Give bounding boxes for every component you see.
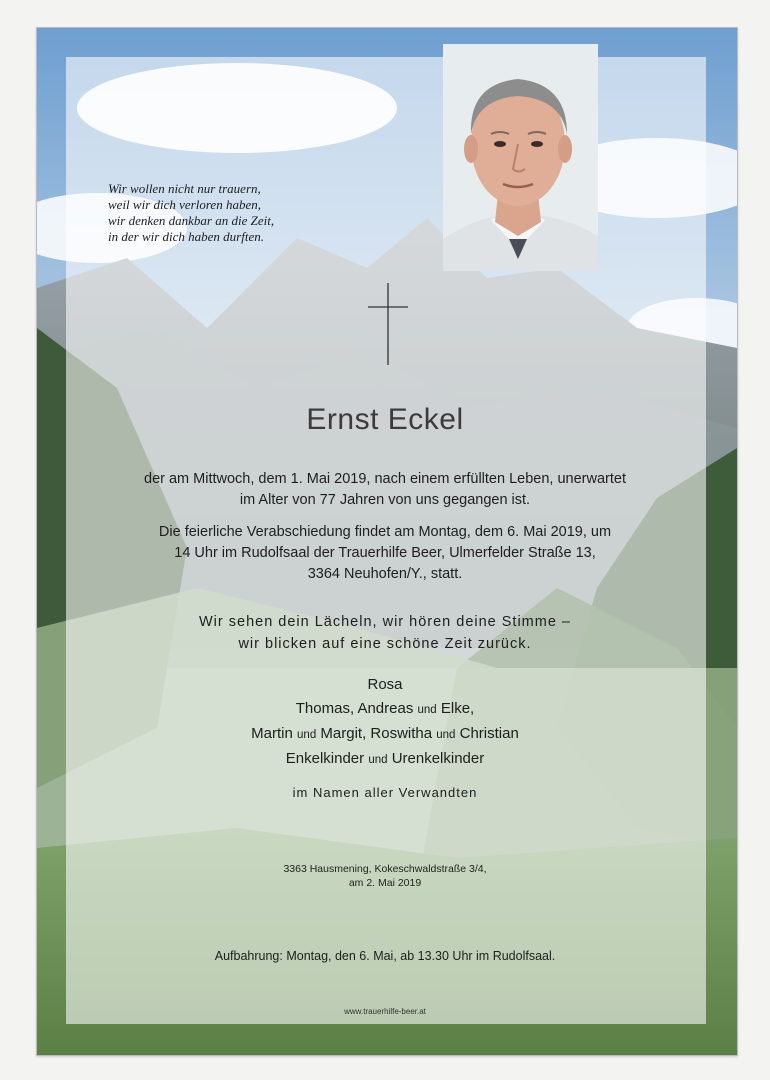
farewell-line: 14 Uhr im Rudolfsaal der Trauerhilfe Beer, Ulmerfelder Straße 13, bbox=[174, 545, 596, 561]
portrait-image bbox=[443, 44, 598, 271]
quote-line: Wir sehen dein Lächeln, wir hören deine Stimme – bbox=[199, 614, 571, 630]
family-line-2 bbox=[0, 697, 770, 722]
address-line: 3363 Hausmening, Kokeschwaldstraße 3/4, bbox=[283, 863, 487, 875]
family-name: Enkelkinder bbox=[285, 750, 365, 767]
quote-line: wir blicken auf eine schöne Zeit zurück. bbox=[238, 636, 532, 652]
conjunction: und bbox=[417, 704, 437, 716]
death-notice-line: im Alter von 77 Jahren von uns gegangen ist. bbox=[239, 492, 531, 508]
family-name: Martin bbox=[251, 725, 293, 742]
conjunction: und bbox=[368, 754, 388, 766]
family-name: Rosa bbox=[367, 676, 403, 693]
family-line-4 bbox=[0, 747, 770, 772]
family-name: Thomas, Andreas bbox=[295, 700, 414, 717]
farewell-line: 3364 Neuhofen/Y., statt. bbox=[307, 566, 463, 582]
conjunction: und bbox=[436, 729, 456, 741]
death-notice bbox=[0, 469, 770, 511]
deceased-name: Ernst Eckel bbox=[306, 403, 464, 436]
family-name: Elke, bbox=[440, 700, 475, 717]
website-link[interactable]: www.trauerhilfe-beer.at bbox=[344, 1007, 426, 1016]
family-list bbox=[0, 673, 770, 772]
family-name: Urenkelkinder bbox=[391, 750, 485, 767]
poem bbox=[108, 181, 368, 245]
memorial-quote bbox=[0, 611, 770, 655]
family-line-3 bbox=[0, 722, 770, 747]
poem-line: Wir wollen nicht nur trauern, bbox=[108, 181, 261, 196]
family-name: Margit, Roswitha bbox=[320, 725, 433, 742]
family-line-1 bbox=[0, 673, 770, 697]
farewell-line: Die feierliche Verabschiedung findet am Montag, dem 6. Mai 2019, um bbox=[158, 524, 612, 540]
address-block bbox=[0, 862, 770, 890]
conjunction: und bbox=[297, 729, 317, 741]
poem-line: weil wir dich verloren haben, bbox=[108, 197, 261, 212]
relatives-line: im Namen aller Verwandten bbox=[292, 785, 478, 800]
death-notice-line: der am Mittwoch, dem 1. Mai 2019, nach einem erfüllten Leben, unerwartet bbox=[144, 471, 626, 487]
farewell-notice bbox=[0, 522, 770, 585]
poem-line: wir denken dankbar an die Zeit, bbox=[108, 213, 275, 228]
address-date: am 2. Mai 2019 bbox=[348, 877, 422, 889]
cross-icon bbox=[368, 283, 408, 365]
portrait-photo bbox=[443, 44, 598, 271]
aufbahrung-notice: Aufbahrung: Montag, den 6. Mai, ab 13.30 Uhr im Rudolfsaal. bbox=[214, 949, 556, 963]
poem-line: in der wir dich haben durften. bbox=[108, 229, 264, 244]
family-name: Christian bbox=[459, 725, 519, 742]
